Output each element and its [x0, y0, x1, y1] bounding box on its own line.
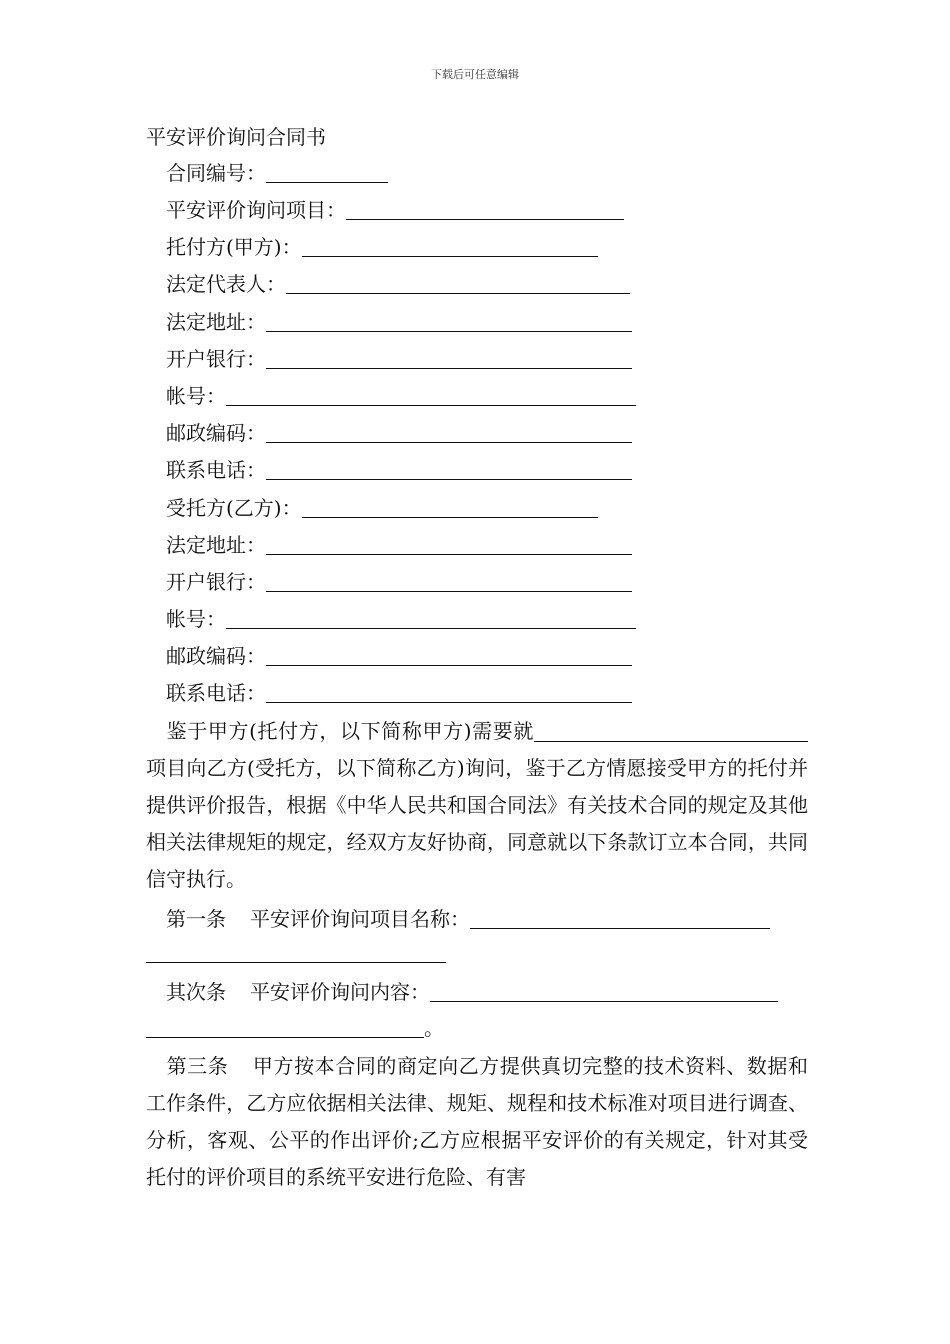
- field-label: 合同编号：: [166, 161, 266, 185]
- fill-blank[interactable]: [302, 236, 598, 257]
- fill-blank[interactable]: [770, 721, 808, 742]
- fill-blank[interactable]: [430, 981, 778, 1002]
- preamble-paragraph: [146, 713, 808, 898]
- fill-blank[interactable]: [534, 721, 770, 742]
- article-number: 第一条: [166, 907, 226, 931]
- fill-blank[interactable]: [266, 311, 632, 332]
- field-label: 帐号：: [166, 384, 226, 408]
- fill-blank[interactable]: [302, 497, 598, 518]
- field-postcode-a: [166, 420, 632, 446]
- field-phone-b: [166, 680, 632, 706]
- field-postcode-b: [166, 643, 632, 669]
- fill-blank[interactable]: [470, 908, 770, 929]
- fill-blank[interactable]: [266, 534, 632, 555]
- fill-blank[interactable]: [266, 682, 632, 703]
- preamble-text-1: 鉴于甲方(托付方，以下简称甲方)需要就: [166, 719, 534, 743]
- field-bank-a: [166, 346, 632, 372]
- field-label: 邮政编码：: [166, 644, 266, 668]
- page-header: 下载后可任意编辑: [431, 68, 519, 81]
- field-label: 托付方(甲方)：: [166, 235, 302, 259]
- article-text: 甲方按本合同的商定向乙方提供真切完整的技术资料、数据和工作条件，乙方应依据相关法律、规矩、规程和技术标准对项目进行调查、分析，客观、公平的作出评价;乙方应根据平安评价的有关规定，针对其受托付的评价项目的系统平安进行危险、有害: [146, 1054, 809, 1189]
- field-label: 法定代表人：: [166, 272, 286, 296]
- field-label: 联系电话：: [166, 681, 266, 705]
- article-3: [146, 1048, 808, 1196]
- field-contract-number: [166, 160, 388, 186]
- field-phone-a: [166, 457, 632, 483]
- document-title: 平安评价询问合同书: [146, 125, 326, 149]
- field-label: 受托方(乙方)：: [166, 496, 302, 520]
- fill-blank[interactable]: [266, 571, 632, 592]
- field-party-a: [166, 234, 598, 260]
- fill-blank[interactable]: [286, 273, 630, 294]
- fill-blank[interactable]: [266, 348, 632, 369]
- fill-blank[interactable]: [146, 1017, 424, 1038]
- field-label: 帐号：: [166, 607, 226, 631]
- article-number: 其次条: [166, 980, 226, 1004]
- field-label: 邮政编码：: [166, 421, 266, 445]
- field-address-b: [166, 532, 632, 558]
- article-2-continuation: [146, 1015, 444, 1041]
- field-party-b: [166, 495, 598, 521]
- article-number: 第三条: [166, 1054, 229, 1078]
- field-label: 法定地址：: [166, 310, 266, 334]
- fill-blank[interactable]: [226, 608, 636, 629]
- field-project: [166, 197, 624, 223]
- article-1: [166, 906, 770, 932]
- field-bank-b: [166, 569, 632, 595]
- article-2: [166, 979, 778, 1005]
- field-legal-representative: [166, 271, 630, 297]
- fill-blank[interactable]: [266, 162, 388, 183]
- fill-blank[interactable]: [266, 645, 632, 666]
- article-end: 。: [424, 1016, 444, 1040]
- field-label: 平安评价询问项目：: [166, 198, 346, 222]
- fill-blank[interactable]: [346, 199, 624, 220]
- article-text: 平安评价询问项目名称：: [250, 907, 470, 931]
- field-label: 法定地址：: [166, 533, 266, 557]
- field-label: 开户银行：: [166, 347, 266, 371]
- fill-blank[interactable]: [226, 385, 636, 406]
- field-account-a: [166, 383, 636, 409]
- article-1-continuation: [146, 940, 446, 966]
- field-address-a: [166, 309, 632, 335]
- field-label: 开户银行：: [166, 570, 266, 594]
- fill-blank[interactable]: [146, 942, 446, 963]
- article-text: 平安评价询问内容：: [250, 980, 430, 1004]
- field-label: 联系电话：: [166, 458, 266, 482]
- fill-blank[interactable]: [266, 422, 632, 443]
- fill-blank[interactable]: [266, 459, 632, 480]
- preamble-text-2: 项目向乙方(受托方，以下简称乙方)询问，鉴于乙方情愿接受甲方的托付并提供评价报告，根据《中华人民共和国合同法》有关技术合同的规定及其他相关法律规矩的规定，经双方友好协商，同意就以下条款订立本合同，共同信守执行。: [146, 756, 808, 891]
- field-account-b: [166, 606, 636, 632]
